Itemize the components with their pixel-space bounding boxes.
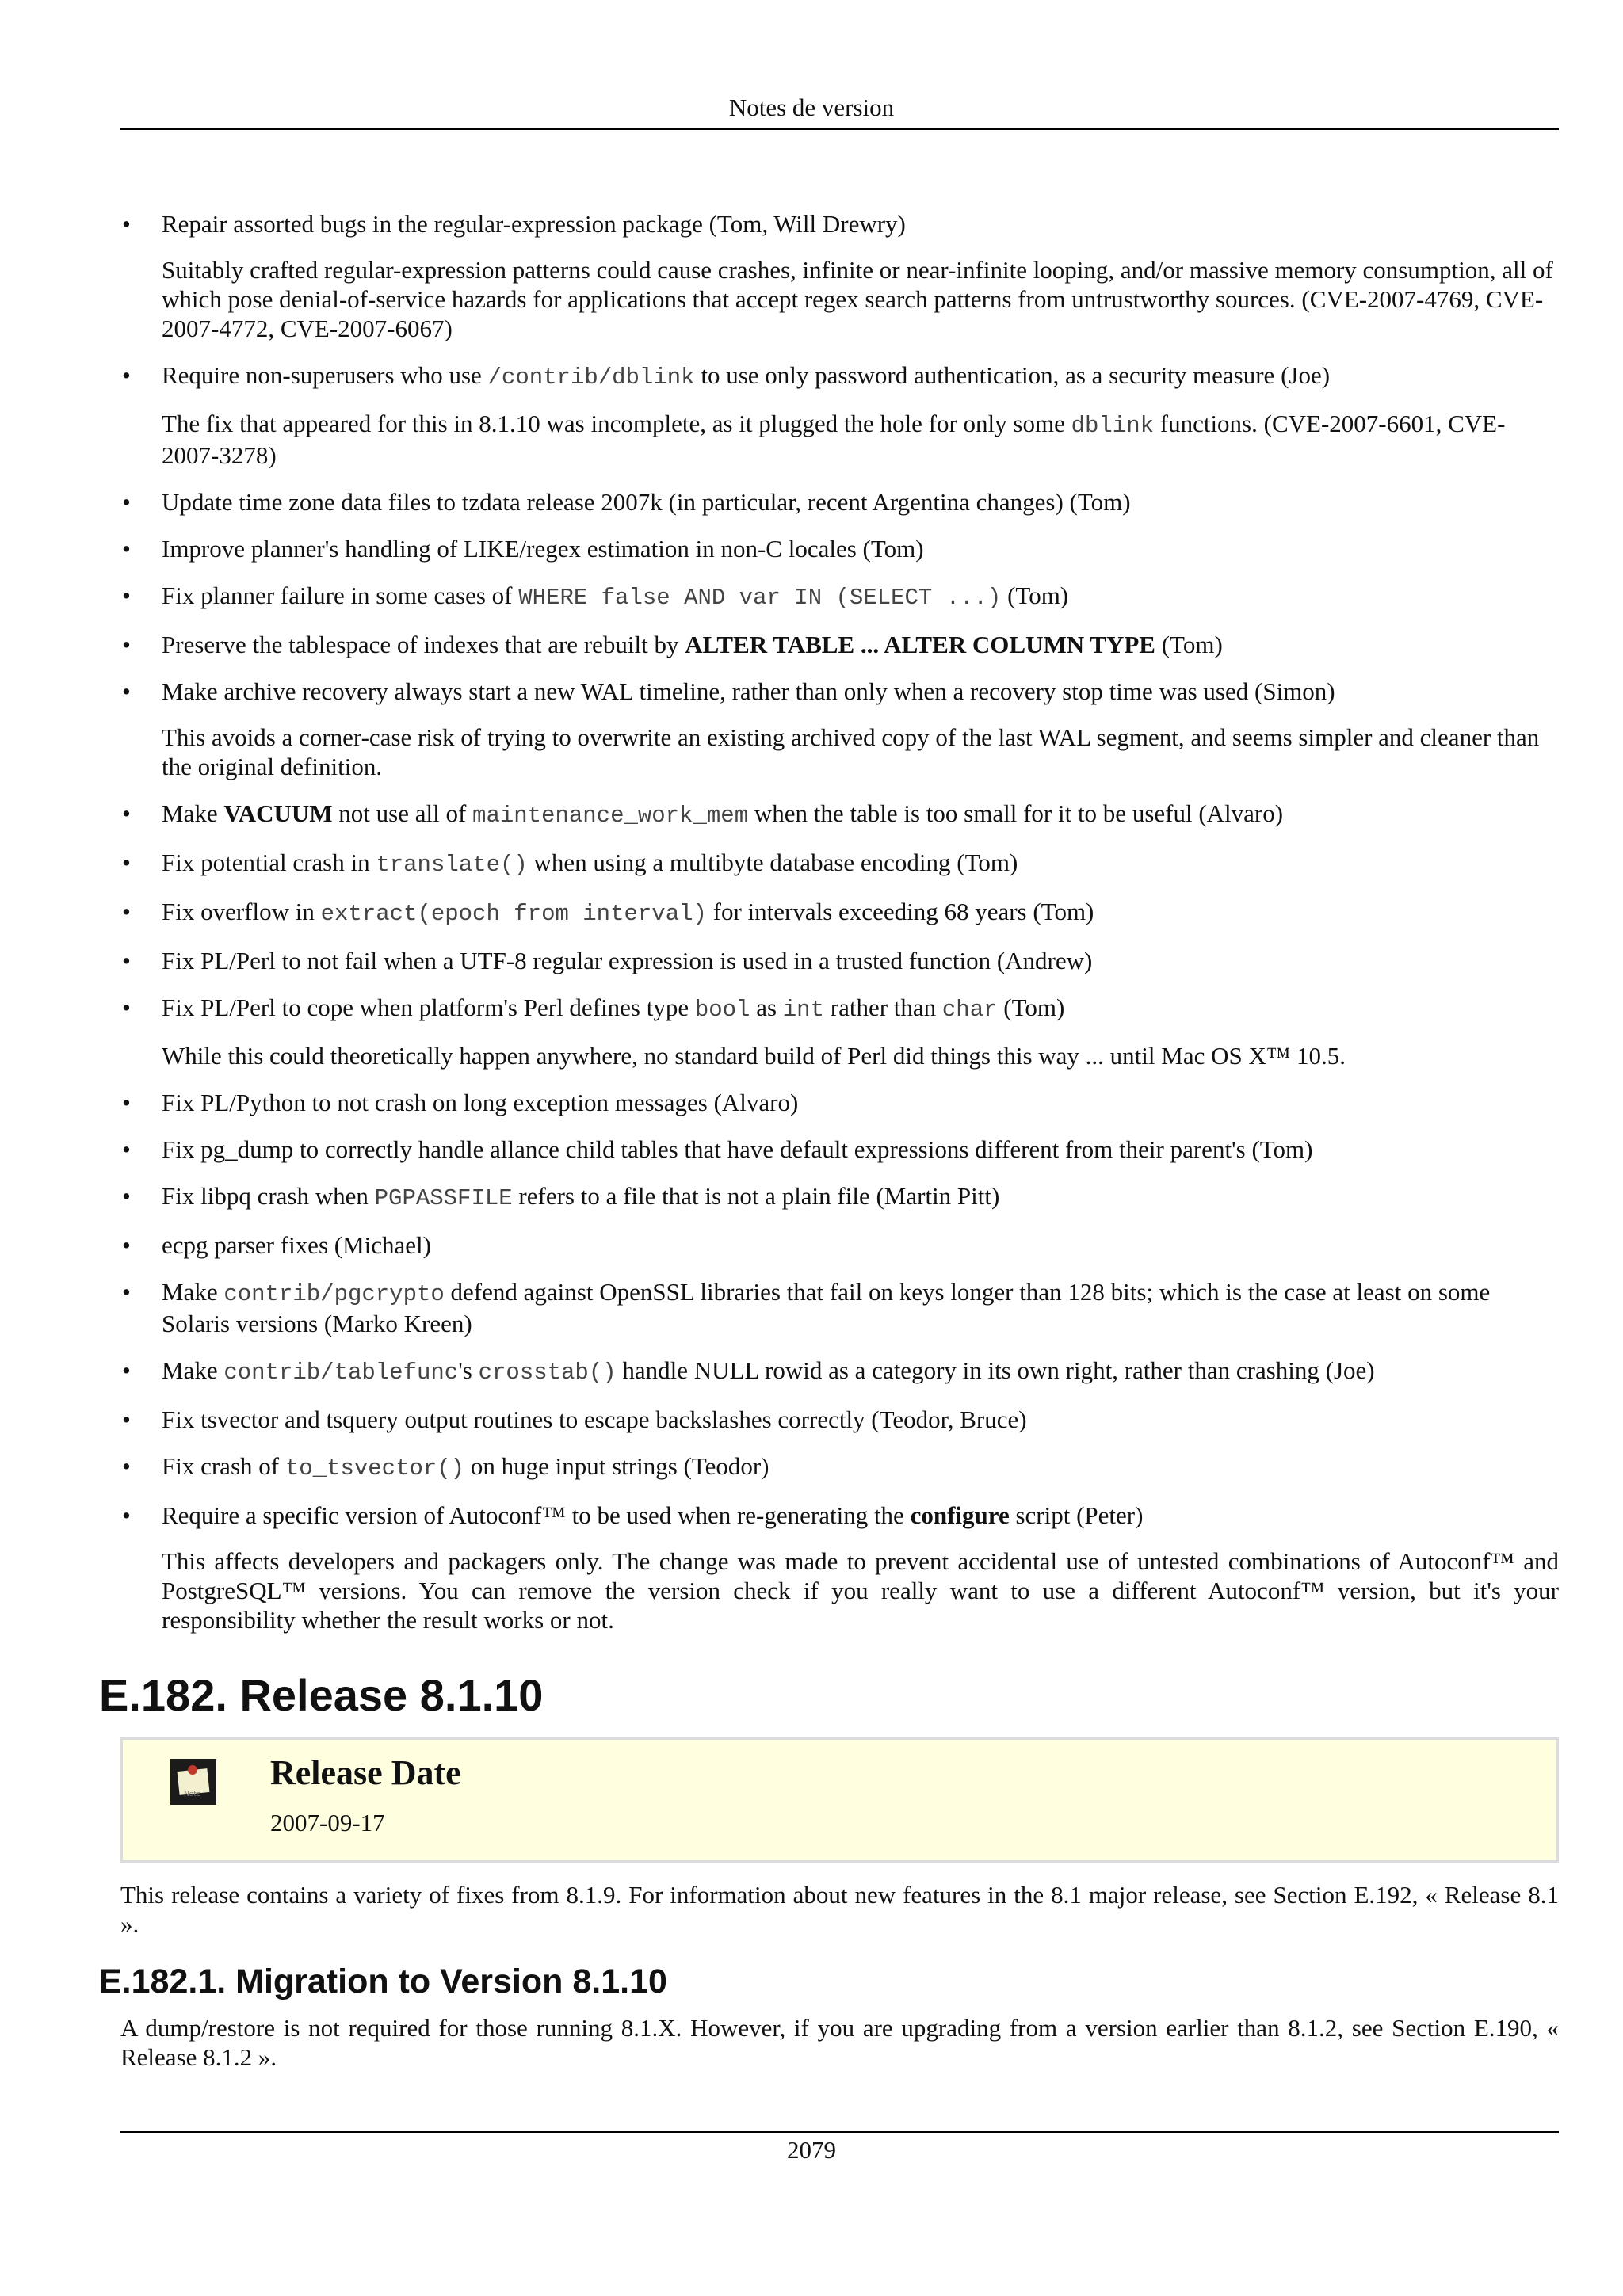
- code-literal: contrib/pgcrypto: [223, 1281, 445, 1307]
- bold-command: configure: [910, 1501, 1010, 1529]
- bullet: •: [122, 1231, 131, 1259]
- list-item: • Make contrib/pgcrypto defend against OpenSSL libraries that fail on keys longer than 128 bits; which is the case at least on some Solaris versions (Marko Kreen): [122, 1278, 1491, 1337]
- item-detail: The fix that appeared for this in 8.1.10 was incomplete, as it plugged the hole for only some dblink functions. (CVE-2007-6601, CVE-2007-3278): [162, 410, 1506, 469]
- list-item: • Make contrib/tablefunc's crosstab() handle NULL rowid as a category in its own right, rather than crashing (Joe): [122, 1356, 1375, 1386]
- list-item: • Fix PL/Perl to not fail when a UTF-8 regular expression is used in a trusted function (Andrew): [122, 947, 1093, 974]
- code-literal: translate(): [376, 852, 528, 878]
- list-item: • ecpg parser fixes (Michael): [122, 1231, 431, 1259]
- bullet: •: [122, 677, 131, 705]
- release-date: 2007-09-17: [270, 1809, 385, 1836]
- list-item: • Update time zone data files to tzdata release 2007k (in particular, recent Argentina changes) (Tom): [122, 488, 1131, 516]
- code-literal: PGPASSFILE: [374, 1185, 513, 1211]
- bold-command: ALTER TABLE ... ALTER COLUMN TYPE: [685, 631, 1155, 658]
- bullet: •: [122, 1089, 131, 1116]
- bullet: •: [122, 849, 131, 876]
- bullet: •: [122, 1501, 131, 1529]
- list-item: • Fix tsvector and tsquery output routines to escape backslashes correctly (Teodor, Bruce): [122, 1405, 1027, 1433]
- bullet: •: [122, 361, 131, 389]
- section-intro: This release contains a variety of fixes from 8.1.9. For information about new features in the 8.1 major release, see Section E.192, « Release 8.1 ».: [120, 1881, 1559, 1938]
- bullet: •: [122, 582, 131, 609]
- list-item: • Fix planner failure in some cases of WHERE false AND var IN (SELECT ...) (Tom): [122, 582, 1069, 611]
- item-detail: This avoids a corner-case risk of trying to overwrite an existing archived copy of the last WAL segment, and seems simpler and cleaner than the original definition.: [162, 723, 1540, 780]
- header-rule: [120, 128, 1559, 130]
- release-items-list: [120, 209, 1559, 1634]
- note-icon: Note: [170, 1759, 216, 1805]
- release-date-note: [120, 1737, 1559, 1863]
- subsection-heading: E.182.1. Migration to Version 8.1.10: [99, 1962, 667, 2000]
- list-item: • Repair assorted bugs in the regular-expression package (Tom, Will Drewry) Suitably crafted regular-expression patterns could cause crashes, infinite or near-infinite looping, and/or massive memory consumption, all of which pose denial-of-service hazards for applications that accept regex search patterns from untrustworthy sources. (CVE-2007-4769, CVE-2007-4772, CVE-2007-6067): [120, 209, 1559, 343]
- footer-rule: [120, 2131, 1559, 2133]
- bullet: •: [122, 1278, 131, 1306]
- bold-command: VACUUM: [223, 799, 333, 827]
- list-item: • Improve planner's handling of LIKE/regex estimation in non-C locales (Tom): [122, 535, 924, 563]
- code-literal: char: [941, 997, 998, 1023]
- note-title: Release Date: [270, 1753, 461, 1792]
- page-number: 2079: [787, 2136, 836, 2164]
- bullet: •: [122, 210, 131, 238]
- running-header: Notes de version: [728, 93, 895, 121]
- list-item: • Make VACUUM not use all of maintenance_work_mem when the table is too small for it to be useful (Alvaro): [122, 799, 1284, 829]
- bullet: •: [122, 1405, 131, 1433]
- bullet: •: [122, 799, 131, 827]
- code-literal: contrib/tablefunc: [223, 1360, 459, 1386]
- bullet: •: [122, 947, 131, 974]
- section-heading: E.182. Release 8.1.10: [99, 1670, 544, 1720]
- bullet: •: [122, 994, 131, 1021]
- code-literal: to_tsvector(): [285, 1455, 465, 1482]
- code-literal: bool: [694, 997, 750, 1023]
- bullet: •: [122, 1356, 131, 1384]
- list-item: • Fix crash of to_tsvector() on huge input strings (Teodor): [122, 1452, 769, 1482]
- code-literal: extract(epoch from interval): [320, 901, 707, 927]
- code-literal: crosstab(): [478, 1360, 617, 1386]
- code-literal: maintenance_work_mem: [472, 803, 749, 829]
- list-item: • Fix PL/Python to not crash on long exception messages (Alvaro): [122, 1089, 799, 1116]
- list-item: • Fix libpq crash when PGPASSFILE refers to a file that is not a plain file (Martin Pitt): [122, 1182, 1000, 1211]
- list-item: • Require a specific version of Autoconf™ to be used when re-generating the configure script (Peter) This affects developers and packagers only. The change was made to prevent accidental use of untested combinations of Autoconf™ and PostgreSQL™ versions. You can remove the version check if you really want to use a different Autoconf™ version, but it's your responsibility whether the result works or not.: [122, 1501, 1559, 1634]
- bullet: •: [122, 1182, 131, 1210]
- item-detail: While this could theoretically happen anywhere, no standard build of Perl did things this way ... until Mac OS X™ 10.5.: [162, 1042, 1346, 1070]
- bullet: •: [122, 1452, 131, 1480]
- code-literal: /contrib/dblink: [487, 364, 695, 391]
- code-literal: WHERE false AND var IN (SELECT ...): [518, 585, 1002, 611]
- bullet: •: [122, 631, 131, 658]
- list-item: • Fix overflow in extract(epoch from interval) for intervals exceeding 68 years (Tom): [122, 898, 1094, 927]
- subsection-text: A dump/restore is not required for those running 8.1.X. However, if you are upgrading from a version earlier than 8.1.2, see Section E.190, « Release 8.1.2 ».: [120, 2014, 1559, 2071]
- list-item: • Fix potential crash in translate() when using a multibyte database encoding (Tom): [122, 849, 1018, 878]
- item-detail: This affects developers and packagers only. The change was made to prevent accidental use of untested combinations of Autoconf™ and PostgreSQL™ versions. You can remove the version check if you really want to use a different Autoconf™ version, but it's your responsibility whether the result works or not.: [162, 1547, 1559, 1634]
- list-item: • Fix pg_dump to correctly handle allance child tables that have default expressions different from their parent's (Tom): [122, 1135, 1313, 1163]
- page-content: [99, 209, 1559, 2072]
- list-item: • Preserve the tablespace of indexes that are rebuilt by ALTER TABLE ... ALTER COLUMN TYPE (Tom): [122, 631, 1223, 658]
- item-detail: Suitably crafted regular-expression patterns could cause crashes, infinite or near-infinite looping, and/or massive memory consumption, all of which pose denial-of-service hazards for applications that accept regex search patterns from untrustworthy sources. (CVE-2007-4769, CVE-2007-4772, CVE-2007-6067): [162, 256, 1553, 342]
- bullet: •: [122, 488, 131, 516]
- list-item: • Make archive recovery always start a new WAL timeline, rather than only when a recovery stop time was used (Simon) This avoids a corner-case risk of trying to overwrite an existing archived copy of the last WAL segment, and seems simpler and cleaner than the original definition.: [120, 677, 1559, 781]
- code-literal: dblink: [1071, 413, 1154, 439]
- bullet: •: [122, 535, 131, 563]
- code-literal: int: [782, 997, 824, 1023]
- list-item: • Require non-superusers who use /contrib/dblink to use only password authentication, as a security measure (Joe) The fix that appeared for this in 8.1.10 was incomplete, as it plugged the hole for only some dblink functions. (CVE-2007-6601, CVE-2007-3278): [120, 360, 1559, 470]
- list-item: • Fix PL/Perl to cope when platform's Perl defines type bool as int rather than char (Tom) While this could theoretically happen anywhere, no standard build of Perl did things this way ... until Mac OS X™ 10.5.: [120, 993, 1559, 1070]
- bullet: •: [122, 1135, 131, 1163]
- bullet: •: [122, 898, 131, 925]
